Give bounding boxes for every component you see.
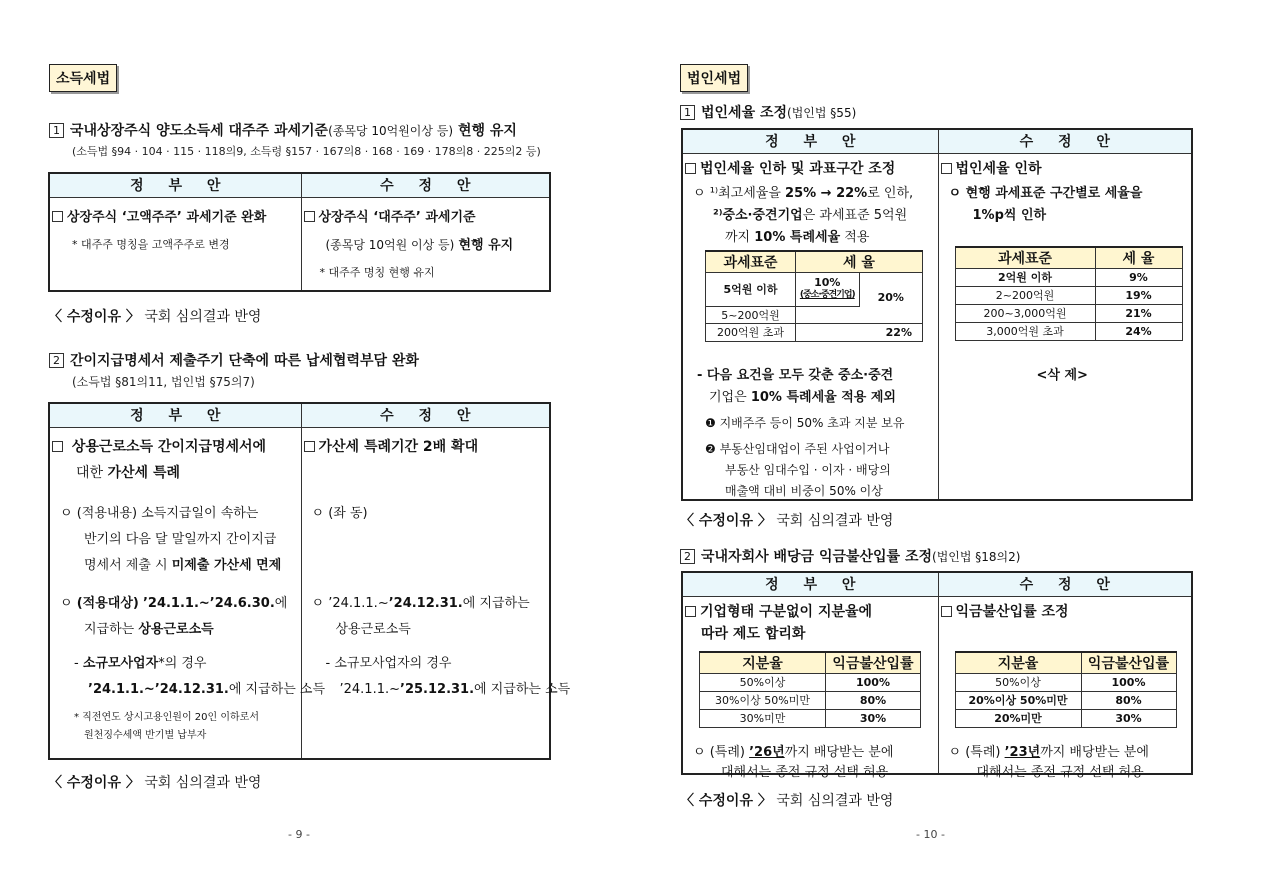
rev-line2b: 현행 유지 bbox=[458, 237, 514, 253]
revision-reason: 〈 수정이유 〉 국회 심의결과 반영 bbox=[48, 775, 262, 791]
section-title-text: 간이지급명세서 제출주기 단축에 따른 납세협력부담 완화 bbox=[70, 353, 419, 369]
checkbox-icon bbox=[685, 163, 696, 174]
table-cell: 200억원 초과 bbox=[706, 323, 796, 341]
table-cell: 19% bbox=[1095, 286, 1182, 304]
checkbox-icon bbox=[685, 606, 696, 617]
comparison-table bbox=[48, 402, 571, 760]
table-cell: 100% bbox=[826, 673, 921, 691]
header-government-proposal: 정 부 안 bbox=[682, 129, 938, 153]
table-header: 세 율 bbox=[796, 251, 923, 273]
table-cell: 20%미만 bbox=[955, 709, 1081, 727]
page-number: - 9 - bbox=[288, 828, 310, 841]
rate-value: 10% bbox=[814, 276, 841, 289]
rev-line: 상장주식 ‘대주주’ 과세기준 bbox=[318, 209, 476, 225]
gov-rate-change: 25% → 22% bbox=[785, 185, 868, 201]
gov-small-biz: 소규모사업자 bbox=[82, 655, 159, 671]
gov-note: * 대주주 명칭을 고액주주로 변경 bbox=[72, 237, 230, 251]
table-cell: 9% bbox=[1095, 268, 1182, 286]
rev-rate-table bbox=[955, 246, 1183, 341]
gov-applied-content: (적용내용) 소득지급일이 속하는 bbox=[76, 505, 259, 521]
rev-line: - 소규모사업자의 경우 bbox=[325, 655, 452, 671]
checkbox-icon bbox=[941, 606, 952, 617]
gov-line: 매출액 대비 비중이 50% 이상 bbox=[725, 483, 883, 498]
checkbox-icon bbox=[304, 211, 315, 222]
rev-cell bbox=[938, 596, 1192, 780]
table-header: 익금불산입률 bbox=[826, 652, 921, 674]
gov-line: 적용 bbox=[840, 229, 870, 245]
gov-ratio-table bbox=[699, 651, 921, 728]
gov-cell: 상용근로소득 간이지급명세서에 대한 가산세 특례 ㅇ (적용내용) 소득지급일이 속하는 반기의 다음 달 말일까지 간이지급 명세서 제출 시 미제출 가산세 면제 ㅇ (적용대상) ’24.1.1.~’24.6.30.에 지급하는 상용근로소득 - 소규모사업자*의 경우 ’24.1.1.~’24.12.31.에 지급하는 소득 * 직전연도 상시고용인원이 20인 이하로서 원천징수세액 반기별 납부자 bbox=[49, 427, 301, 759]
rev-same-as-left: ㅇ (좌 동) bbox=[311, 505, 368, 521]
gov-cell bbox=[49, 197, 301, 291]
header-revised-proposal: 수 정 안 bbox=[301, 173, 550, 197]
rev-line: 상용근로소득 bbox=[335, 621, 411, 637]
table-header: 과세표준 bbox=[955, 247, 1095, 269]
table-cell: 2~200억원 bbox=[955, 286, 1095, 304]
gov-condition-1: ❶ 지배주주 등이 50% 초과 지분 보유 bbox=[705, 415, 905, 430]
section-number: 1 bbox=[680, 105, 695, 120]
law-reference: (소득법 §94 · 104 · 115 · 118의9, 소득령 §157 · 167의8 · 168 · 169 · 178의8 · 225의2 등) bbox=[72, 145, 541, 158]
header-government-proposal: 정 부 안 bbox=[49, 403, 301, 427]
rev-period-bold: ’25.12.31. bbox=[400, 681, 475, 697]
table-header: 과세표준 bbox=[706, 251, 796, 273]
checkbox-icon bbox=[52, 441, 63, 452]
section-number: 2 bbox=[49, 353, 64, 368]
gov-heading: 기업형태 구분없이 지분율에 bbox=[700, 603, 873, 620]
gov-line-bold: 상용근로소득 bbox=[138, 621, 214, 637]
revision-reason: 〈 수정이유 〉 국회 심의결과 반영 bbox=[680, 793, 894, 809]
rev-cell bbox=[938, 153, 1192, 500]
comparison-table bbox=[681, 571, 1193, 780]
gov-rate-table bbox=[705, 250, 923, 342]
gov-special: ㅇ (특례) bbox=[693, 744, 750, 760]
gov-line: 에 지급하는 소득 bbox=[228, 681, 326, 697]
table-cell: 80% bbox=[1081, 691, 1176, 709]
comparison-table bbox=[681, 128, 1193, 501]
section-tag-corporate-tax: 법인세법 bbox=[680, 64, 748, 92]
table-header: 익금불산입률 bbox=[1081, 652, 1176, 674]
table-cell: 20%이상 50%미만 bbox=[955, 691, 1081, 709]
gov-line-bold: 미제출 가산세 면제 bbox=[171, 557, 282, 573]
rev-note: * 대주주 명칭 현행 유지 bbox=[319, 265, 435, 279]
gov-line: 상장주식 ‘고액주주’ 과세기준 완화 bbox=[67, 209, 267, 225]
rev-period: ’24.1.1.~ bbox=[339, 681, 401, 697]
section-title-small: (법인법 §18의2) bbox=[932, 550, 1021, 564]
checkbox-icon bbox=[941, 163, 952, 174]
rev-line: 까지 배당받는 분에 bbox=[1040, 744, 1149, 760]
table-cell: 5억원 이하 bbox=[706, 272, 796, 306]
rev-cell: 가산세 특례기간 2배 확대 ㅇ (좌 동) ㅇ ’24.1.1.~’24.12.31.에 지급하는 상용근로소득 - 소규모사업자의 경우 ’24.1.1.~’25.12.31.에 지급하는 소득 bbox=[301, 427, 550, 759]
reason-text: 국회 심의결과 반영 bbox=[776, 793, 894, 809]
reason-text: 국회 심의결과 반영 bbox=[144, 775, 262, 791]
rev-special-year: ’23년 bbox=[1004, 744, 1041, 760]
gov-heading: 법인세율 인하 및 과표구간 조정 bbox=[700, 160, 896, 177]
table-cell: 200~3,000억원 bbox=[955, 304, 1095, 322]
table-cell: 24% bbox=[1095, 322, 1182, 340]
rev-heading: 가산세 특례기간 2배 확대 bbox=[318, 438, 479, 455]
rev-line: 1%p씩 인하 bbox=[972, 207, 1047, 223]
gov-line: 까지 bbox=[725, 229, 755, 245]
section-number: 1 bbox=[49, 123, 64, 138]
gov-heading: 따라 제도 합리화 bbox=[701, 625, 806, 642]
comparison-table bbox=[48, 172, 551, 292]
revision-reason: 〈 수정이유 〉 국회 심의결과 반영 bbox=[680, 513, 894, 529]
table-header: 지분율 bbox=[700, 652, 826, 674]
rev-period: ’24.1.1.~ bbox=[328, 595, 389, 611]
table-cell: 2억원 이하 bbox=[955, 268, 1095, 286]
table-cell: 80% bbox=[826, 691, 921, 709]
rev-line: ㅇ 현행 과세표준 구간별로 세율을 bbox=[948, 185, 1143, 201]
table-header: 세 율 bbox=[1095, 247, 1182, 269]
reason-text: 국회 심의결과 반영 bbox=[144, 309, 262, 325]
table-cell: 100% bbox=[1081, 673, 1176, 691]
section-title-small: (종목당 10억원이상 등) bbox=[328, 124, 454, 138]
gov-exclusion-bold: 10% 특례세율 적용 제외 bbox=[750, 389, 896, 405]
gov-line: 에 bbox=[274, 595, 288, 611]
reason-label: 수정이유 bbox=[66, 309, 121, 325]
header-revised-proposal: 수 정 안 bbox=[938, 572, 1192, 596]
table-cell: 22% bbox=[796, 323, 923, 341]
table-cell: 30% bbox=[1081, 709, 1176, 727]
gov-line: *의 경우 bbox=[158, 655, 207, 671]
section-number: 2 bbox=[680, 549, 695, 564]
table-cell: 3,000억원 초과 bbox=[955, 322, 1095, 340]
gov-cell bbox=[682, 596, 938, 780]
gov-sme: ²⁾중소·중견기업 bbox=[713, 207, 803, 223]
gov-condition-2: ❷ 부동산임대업이 주된 사업이거나 bbox=[705, 441, 890, 456]
section-title-text: 법인세율 조정 bbox=[701, 105, 788, 121]
section-title-small: (법인법 §55) bbox=[787, 106, 857, 120]
gov-line: 은 과세표준 5억원 bbox=[802, 207, 908, 223]
gov-line: 부동산 임대수입 · 이자 · 배당의 bbox=[725, 462, 891, 477]
reason-label: 수정이유 bbox=[698, 513, 753, 529]
gov-footnote: 원천징수세액 반기별 납부자 bbox=[84, 729, 207, 741]
gov-footnote: * 직전연도 상시고용인원이 20인 이하로서 bbox=[74, 711, 259, 723]
table-cell: 5~200억원 bbox=[706, 306, 796, 323]
table-cell: 30%미만 bbox=[700, 709, 826, 727]
section-1-title bbox=[680, 102, 856, 122]
table-cell bbox=[796, 272, 860, 306]
law-reference: (소득법 §81의11, 법인법 §75의7) bbox=[72, 375, 255, 389]
revision-reason: 〈 수정이유 〉 국회 심의결과 반영 bbox=[48, 309, 262, 325]
gov-line: 로 인하, bbox=[867, 185, 914, 201]
section-title-text: 국내상장주식 양도소득세 대주주 과세기준 bbox=[70, 123, 329, 139]
gov-period: ’24.1.1.~’24.12.31. bbox=[88, 681, 229, 697]
table-cell bbox=[796, 306, 860, 323]
rate-note: (중소·중견기업) bbox=[799, 290, 855, 300]
gov-cell: 법인세율 인하 및 과표구간 조정 ㅇ ¹⁾최고세율을 25% → 22%로 인하, ²⁾중소·중견기업은 과세표준 5억원 까지 10% 특례세율 적용 과세표준 세 율 5억원 이하 10% (중소·중견기업) 20% 5~200억원 200억원 초과 22% - 다음 요건을 모두 갖춘 중소·중견 기업은 10% 특례세율 적용 제외 ❶ 지배주주 등이 50% 초과 지분 보유 ❷ 부동산임대업이 주된 사업이거나 부동산 임대수입 · 이자 · 배당의 매출액 대비 비중이 50% 이상 bbox=[682, 153, 938, 500]
section-title-tail: 현행 유지 bbox=[457, 123, 517, 139]
header-revised-proposal: 수 정 안 bbox=[301, 403, 550, 427]
rev-period-bold: ’24.12.31. bbox=[388, 595, 463, 611]
gov-line: 대해서는 종전 규정 선택 허용 bbox=[721, 764, 889, 780]
gov-line: ¹⁾최고세율을 bbox=[709, 185, 786, 201]
gov-line: 까지 배당받는 분에 bbox=[784, 744, 894, 760]
rev-heading: 익금불산입률 조정 bbox=[955, 603, 1069, 620]
rev-special: ㅇ (특례) bbox=[948, 744, 1005, 760]
reason-label: 수정이유 bbox=[66, 775, 121, 791]
rev-line2a: (종목당 10억원 이상 등) bbox=[325, 237, 455, 252]
section-2-title bbox=[680, 546, 1020, 566]
gov-line: 기업은 bbox=[709, 389, 751, 405]
rev-heading: 법인세율 인하 bbox=[955, 160, 1042, 177]
table-header: 지분율 bbox=[955, 652, 1081, 674]
header-government-proposal: 정 부 안 bbox=[682, 572, 938, 596]
gov-line: 반기의 다음 달 말일까지 간이지급 bbox=[84, 531, 277, 547]
rev-ratio-table bbox=[955, 651, 1177, 728]
gov-heading: 상용근로소득 간이지급명세서에 bbox=[71, 438, 267, 455]
gov-special-rate: 10% 특례세율 bbox=[754, 229, 841, 245]
reason-label: 수정이유 bbox=[698, 793, 753, 809]
rev-cell bbox=[301, 197, 550, 291]
section-1-title bbox=[49, 120, 517, 140]
gov-special-year: ’26년 bbox=[749, 744, 785, 760]
gov-line: 명세서 제출 시 bbox=[84, 557, 172, 573]
gov-target-label: (적용대상) bbox=[76, 595, 139, 611]
section-tag-income-tax: 소득세법 bbox=[49, 64, 117, 92]
section-title-text: 국내자회사 배당금 익금불산입률 조정 bbox=[701, 549, 933, 565]
table-cell: 30%이상 50%미만 bbox=[700, 691, 826, 709]
table-cell: 21% bbox=[1095, 304, 1182, 322]
gov-period: ’24.1.1.~’24.6.30. bbox=[142, 595, 275, 611]
gov-exclusion: - 다음 요건을 모두 갖춘 중소·중견 bbox=[697, 367, 894, 383]
rev-line: 대해서는 종전 규정 선택 허용 bbox=[976, 764, 1144, 780]
checkbox-icon bbox=[304, 441, 315, 452]
rev-deleted: <삭 제> bbox=[1036, 367, 1088, 383]
header-government-proposal: 정 부 안 bbox=[49, 173, 301, 197]
gov-line: 지급하는 bbox=[84, 621, 139, 637]
rev-line: 에 지급하는 bbox=[462, 595, 530, 611]
rev-line: 에 지급하는 소득 bbox=[474, 681, 571, 697]
reason-text: 국회 심의결과 반영 bbox=[776, 513, 894, 529]
page-number: - 10 - bbox=[916, 828, 945, 841]
checkbox-icon bbox=[52, 211, 63, 222]
table-cell: 50%이상 bbox=[955, 673, 1081, 691]
table-cell: 50%이상 bbox=[700, 673, 826, 691]
header-revised-proposal: 수 정 안 bbox=[938, 129, 1192, 153]
section-2-title bbox=[49, 350, 419, 370]
table-cell: 30% bbox=[826, 709, 921, 727]
table-cell: 20% bbox=[859, 272, 923, 323]
